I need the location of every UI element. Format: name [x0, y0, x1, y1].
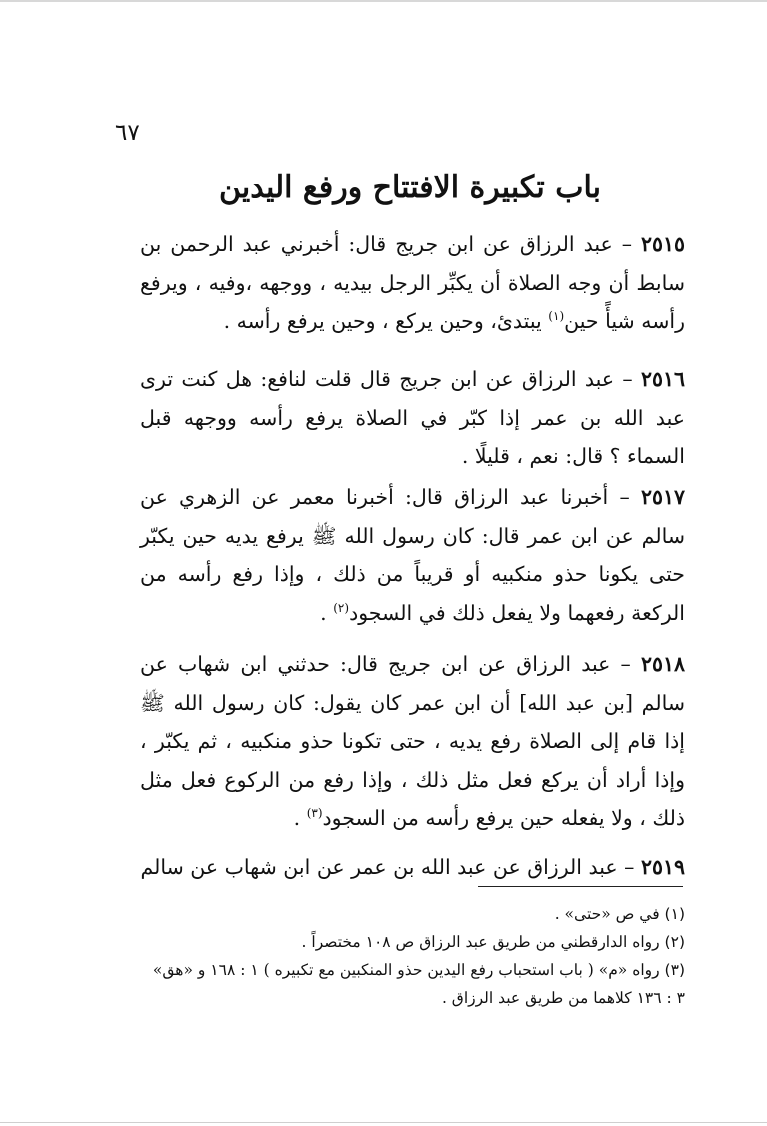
- hadith-number: ٢٥١٨: [640, 652, 685, 676]
- hadith-text: – عبد الرزاق عن ابن جريج قال: أخبرني عبد الرحمن بن سابط أن وجه الصلاة أن يكبِّر الرجل بيديه ، ووجهه ،وفيه ، ويرفع رأسه شيأً حين: [140, 232, 685, 333]
- hadith-text: – عبد الرزاق عن عبد الله بن عمر عن ابن شهاب عن سالم: [140, 855, 635, 879]
- hadith-2516: [140, 360, 685, 476]
- hadith-2515: [140, 225, 685, 341]
- hadith-text-continued: .: [320, 600, 327, 625]
- hadith-text: – أخبرنا عبد الرزاق قال: أخبرنا معمر عن الزهري عن سالم عن ابن عمر قال: كان رسول الله ﷺ يرفع يديه حين يكبّر حتى يكونا حذو منكبيه أو قريباً من ذلك ، وإذا رفع رأسه من الركعة رفعهما ولا يفعل ذلك في السجود: [140, 485, 685, 625]
- footnote-mark: (١): [664, 905, 685, 923]
- footnote-1: [150, 900, 685, 928]
- footnote-mark: (٣): [664, 961, 685, 979]
- top-edge-line: [0, 0, 767, 2]
- page-number: ٦٧: [115, 120, 140, 146]
- hadith-number: ٢٥١٧: [640, 485, 685, 509]
- bottom-edge-line: [0, 1122, 767, 1123]
- footnote-mark: (٢): [664, 933, 685, 951]
- footnote-reference: (٢): [333, 600, 350, 615]
- footnote-text: في ص «حتى» .: [554, 905, 660, 923]
- hadith-number: ٢٥١٩: [640, 855, 685, 879]
- chapter-title: باب تكبيرة الافتتاح ورفع اليدين: [219, 170, 601, 205]
- hadith-text: – عبد الرزاق عن ابن جريج قال قلت لنافع: هل كنت ترى عبد الله بن عمر إذا كبّر في الصلاة يرفع رأسه ووجهه قبل السماء ؟ قال: نعم ، قليلًا .: [140, 367, 685, 468]
- hadith-text: – عبد الرزاق عن ابن جريج قال: حدثني ابن شهاب عن سالم [بن عبد الله] أن ابن عمر كان يقول: كان رسول الله ﷺ إذا قام إلى الصلاة رفع يديه ، حتى تكونا حذو منكبيه ، ثم يكبّر ، وإذا أراد أن يركع فعل مثل ذلك ، وإذا رفع من الركوع فعل مثل ذلك ، ولا يفعله حين يرفع رأسه من السجود: [140, 652, 685, 830]
- footnotes: [150, 900, 685, 1012]
- hadith-2518: [140, 645, 685, 838]
- footnote-reference: (١): [548, 309, 565, 324]
- hadith-number: ٢٥١٦: [640, 367, 685, 391]
- hadith-number: ٢٥١٥: [640, 232, 685, 256]
- footnote-reference: (٣): [306, 806, 323, 821]
- footnote-separator: [478, 886, 683, 887]
- hadith-text-continued: يبتدئ، وحين يركع ، وحين يرفع رأسه .: [223, 309, 542, 333]
- hadith-2519: [140, 848, 685, 887]
- hadith-2517: [140, 478, 685, 632]
- footnote-text: رواه «م» ( باب استحباب رفع اليدين حذو المنكبين مع تكبيره ) ١ : ١٦٨ و «هق» ٣ : ١٣٦ كلاهما من طريق عبد الرزاق .: [152, 961, 685, 1007]
- footnote-2: [150, 928, 685, 956]
- footnote-3: [150, 956, 685, 1012]
- hadith-text-continued: .: [293, 806, 301, 830]
- footnote-text: رواه الدارقطني من طريق عبد الرزاق ص ١٠٨ مختصراً .: [301, 933, 660, 951]
